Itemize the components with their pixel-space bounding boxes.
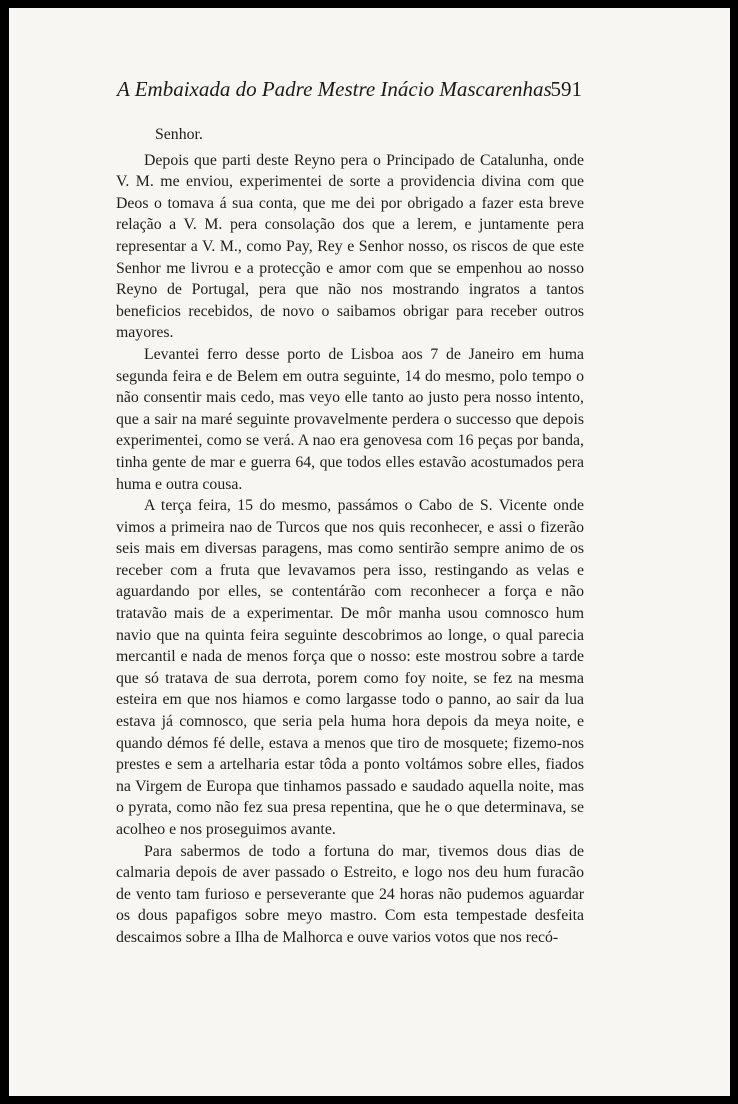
letter-body [116,124,584,949]
paragraph: A terça feira, 15 do mesmo, passámos o Cabo de S. Vicente onde vimos a primeira nao de Turcos que nos quis reconhecer, e assi o fizerão seis mais em diversas paragens, mas como sentirão sempre animo de os receber com a fruta que levavamos pera isso, restingando as velas e aguardando por elles, se contentárão com reconhecer a força e não tratavão mais de a experimentar. De môr manha usou comnosco hum navio que na quinta feira seguinte descobrimos ao longe, o qual parecia mercantil e nada de menos força que o nosso: este mostrou sobre a tarde que só tratava de sua derrota, porem como foy noite, se fez na mesma esteira em que nos hiamos e como largasse todo o panno, ao sair da lua estava já comnosco, que seria pela huma hora depois da meya noite, e quando démos fé delle, estava a menos que tiro de mosquete; fizemo-nos prestes e sem a artelharia estar tôda a ponto voltámos sobre elles, fiados na Virgem de Europa que tinhamos passado e saudado aquella noite, mas o pyrata, como não fez sua presa repentina, que he o que determinava, se acolheo e nos proseguimos avante. [116,497,584,838]
salutation: Senhor. [155,126,203,143]
paragraph: Depois que parti deste Reyno pera o Principado de Catalunha, onde V. M. me enviou, experimentei de sorte a providencia divina com que Deos o tomava á sua conta, que me dei por obrigado a fazer esta breve relação a V. M. pera consolação dos que a lerem, e juntamente pera representar a V. M., como Pay, Rey e Senhor nosso, os riscos de que este Senhor me livrou e a protecção e amor com que se empenhou ao nosso Reyno de Portugal, pera que não nos mostrando ingratos a tantos beneficios recebidos, de novo o saibamos obrigar para receber outros mayores. [116,151,584,342]
paragraph: Levantei ferro desse porto de Lisboa aos 7 de Janeiro em huma segunda feira e de Belem em outra seguinte, 14 do mesmo, polo tempo o não consentir mais cedo, mas veyo elle tanto ao justo pera nosso intento, que a sair na maré seguinte provavelmente perdera o successo que depois experimentei, como se verá. A nao era genovesa com 16 peças por banda, tinha gente de mar e guerra 64, que todos elles estavão acostumados pera huma e outra cousa. [116,345,584,493]
paragraph: Para sabermos de todo a fortuna do mar, tivemos dous dias de calmaria depois de aver passado o Estreito, e logo nos deu hum furacão de vento tam furioso e perseverante que 24 horas não pudemos aguardar os dous papafigos sobre meyo mastro. Com esta tempestade desfeita descaimos sobre a Ilha de Malhorca e ouve varios votos que nos recó- [116,842,584,946]
book-page [9,8,730,1096]
running-title: A Embaixada do Padre Mestre Inácio Mascarenhas [117,77,552,101]
page-number: 591 [550,77,582,101]
running-header [117,74,582,104]
